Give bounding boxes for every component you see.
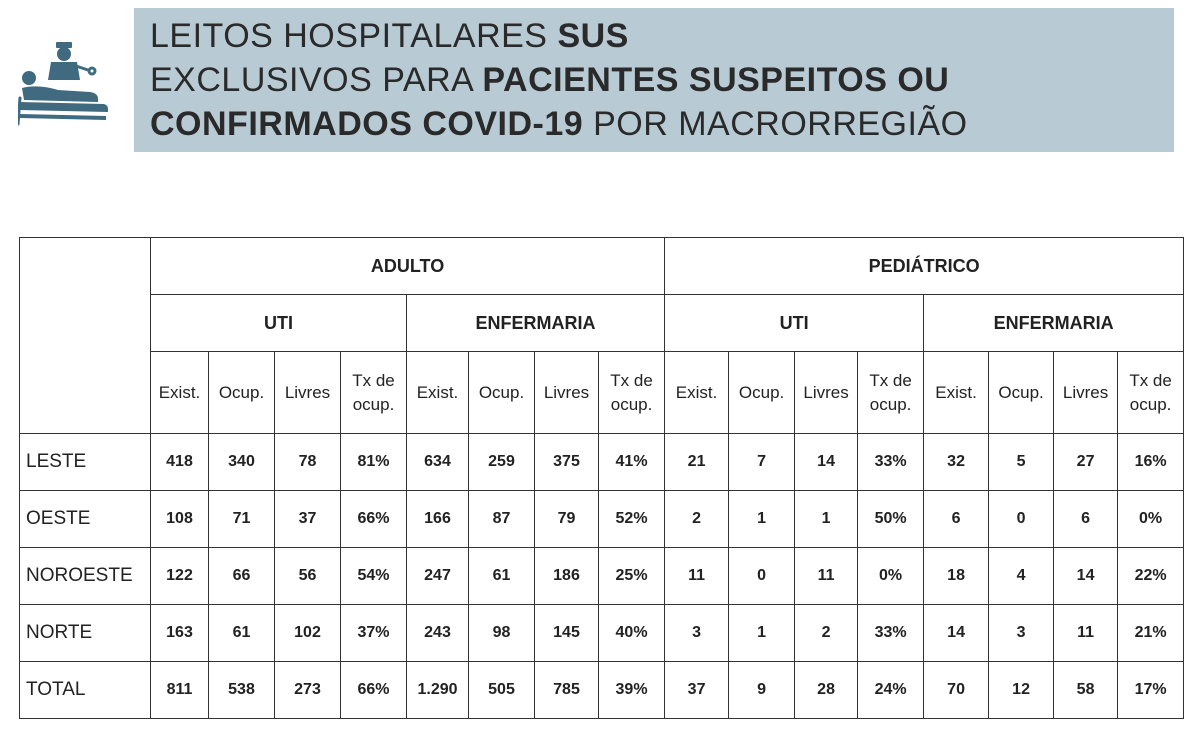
value-cell: 54% [341, 548, 407, 605]
value-cell: 1.290 [407, 662, 469, 719]
column-header-tx-ocup [599, 352, 665, 434]
value-cell: 56 [275, 548, 341, 605]
value-cell: 37% [341, 605, 407, 662]
table-row [20, 548, 1184, 605]
column-header-tx-line1: Tx de [1129, 370, 1172, 390]
value-cell: 41% [599, 434, 665, 491]
value-cell: 14 [795, 434, 858, 491]
column-header-row [20, 352, 1184, 434]
value-cell: 27 [1054, 434, 1118, 491]
value-cell: 0% [1118, 491, 1184, 548]
value-cell: 538 [209, 662, 275, 719]
value-cell: 33% [858, 434, 924, 491]
value-cell: 3 [665, 605, 729, 662]
value-cell: 375 [535, 434, 599, 491]
value-cell: 1 [795, 491, 858, 548]
value-cell: 811 [151, 662, 209, 719]
column-header-tx-line1: Tx de [352, 370, 395, 390]
table-body [20, 434, 1184, 719]
value-cell: 102 [275, 605, 341, 662]
value-cell: 259 [469, 434, 535, 491]
value-cell: 273 [275, 662, 341, 719]
table-row [20, 491, 1184, 548]
value-cell: 21 [665, 434, 729, 491]
value-cell: 33% [858, 605, 924, 662]
value-cell: 28 [795, 662, 858, 719]
column-header-exist: Exist. [924, 352, 989, 434]
value-cell: 37 [665, 662, 729, 719]
column-header-tx-line2: ocup. [610, 394, 653, 414]
title-line-1-bold: SUS [557, 17, 629, 55]
value-cell: 505 [469, 662, 535, 719]
value-cell: 418 [151, 434, 209, 491]
column-header-exist: Exist. [151, 352, 209, 434]
value-cell: 145 [535, 605, 599, 662]
value-cell: 0 [989, 491, 1054, 548]
column-header-livres: Livres [275, 352, 341, 434]
value-cell: 22% [1118, 548, 1184, 605]
title-line-2-regular: EXCLUSIVOS PARA [150, 61, 483, 99]
title-line-1 [150, 14, 1174, 58]
column-header-tx-ocup [858, 352, 924, 434]
value-cell: 71 [209, 491, 275, 548]
subgroup-header-pediatrico-uti: UTI [665, 295, 924, 352]
value-cell: 11 [665, 548, 729, 605]
value-cell: 70 [924, 662, 989, 719]
value-cell: 11 [795, 548, 858, 605]
value-cell: 108 [151, 491, 209, 548]
value-cell: 5 [989, 434, 1054, 491]
value-cell: 98 [469, 605, 535, 662]
value-cell: 3 [989, 605, 1054, 662]
column-header-livres: Livres [535, 352, 599, 434]
group-header-adulto: ADULTO [151, 238, 665, 295]
value-cell: 2 [795, 605, 858, 662]
value-cell: 32 [924, 434, 989, 491]
value-cell: 17% [1118, 662, 1184, 719]
region-cell: NORTE [20, 605, 151, 662]
value-cell: 61 [469, 548, 535, 605]
title-line-3-bold: CONFIRMADOS COVID-19 [150, 105, 584, 143]
value-cell: 11 [1054, 605, 1118, 662]
value-cell: 1 [729, 605, 795, 662]
beds-table [19, 237, 1184, 719]
value-cell: 122 [151, 548, 209, 605]
region-cell: NOROESTE [20, 548, 151, 605]
value-cell: 37 [275, 491, 341, 548]
value-cell: 39% [599, 662, 665, 719]
group-header-pediatrico: PEDIÁTRICO [665, 238, 1184, 295]
value-cell: 12 [989, 662, 1054, 719]
value-cell: 58 [1054, 662, 1118, 719]
subgroup-header-adulto-uti: UTI [151, 295, 407, 352]
column-header-tx-ocup [341, 352, 407, 434]
value-cell: 186 [535, 548, 599, 605]
value-cell: 7 [729, 434, 795, 491]
title-line-3-regular: POR MACRORREGIÃO [583, 105, 968, 143]
value-cell: 66% [341, 662, 407, 719]
column-header-tx-line2: ocup. [1129, 394, 1172, 414]
title-line-3 [150, 102, 1174, 146]
value-cell: 166 [407, 491, 469, 548]
value-cell: 66 [209, 548, 275, 605]
value-cell: 79 [535, 491, 599, 548]
title-line-2 [150, 58, 1174, 102]
value-cell: 340 [209, 434, 275, 491]
column-header-ocup: Ocup. [729, 352, 795, 434]
column-header-exist: Exist. [407, 352, 469, 434]
value-cell: 1 [729, 491, 795, 548]
value-cell: 634 [407, 434, 469, 491]
region-cell: OESTE [20, 491, 151, 548]
value-cell: 243 [407, 605, 469, 662]
subgroup-header-adulto-enfermaria: ENFERMARIA [407, 295, 665, 352]
column-header-ocup: Ocup. [209, 352, 275, 434]
value-cell: 247 [407, 548, 469, 605]
column-header-tx-line1: Tx de [869, 370, 912, 390]
column-header-tx-ocup [1118, 352, 1184, 434]
table-row [20, 434, 1184, 491]
value-cell: 0 [729, 548, 795, 605]
value-cell: 81% [341, 434, 407, 491]
table-row [20, 662, 1184, 719]
value-cell: 4 [989, 548, 1054, 605]
column-header-tx-line1: Tx de [610, 370, 653, 390]
value-cell: 87 [469, 491, 535, 548]
value-cell: 24% [858, 662, 924, 719]
value-cell: 9 [729, 662, 795, 719]
value-cell: 163 [151, 605, 209, 662]
value-cell: 2 [665, 491, 729, 548]
column-header-livres: Livres [1054, 352, 1118, 434]
title-line-1-regular: LEITOS HOSPITALARES [150, 17, 558, 55]
patient-bed-medical-icon [18, 40, 110, 130]
value-cell: 66% [341, 491, 407, 548]
value-cell: 16% [1118, 434, 1184, 491]
title-line-2-bold: PACIENTES SUSPEITOS OU [482, 61, 950, 99]
region-cell: LESTE [20, 434, 151, 491]
value-cell: 14 [924, 605, 989, 662]
value-cell: 50% [858, 491, 924, 548]
region-header-corner [20, 238, 151, 434]
value-cell: 14 [1054, 548, 1118, 605]
value-cell: 21% [1118, 605, 1184, 662]
table-row [20, 605, 1184, 662]
column-header-tx-line2: ocup. [352, 394, 395, 414]
region-cell: TOTAL [20, 662, 151, 719]
value-cell: 25% [599, 548, 665, 605]
value-cell: 40% [599, 605, 665, 662]
value-cell: 6 [924, 491, 989, 548]
value-cell: 785 [535, 662, 599, 719]
value-cell: 61 [209, 605, 275, 662]
column-header-livres: Livres [795, 352, 858, 434]
subgroup-header-pediatrico-enfermaria: ENFERMARIA [924, 295, 1184, 352]
column-header-tx-line2: ocup. [869, 394, 912, 414]
value-cell: 78 [275, 434, 341, 491]
value-cell: 18 [924, 548, 989, 605]
value-cell: 6 [1054, 491, 1118, 548]
column-header-exist: Exist. [665, 352, 729, 434]
value-cell: 0% [858, 548, 924, 605]
column-header-ocup: Ocup. [989, 352, 1054, 434]
title-banner [134, 8, 1174, 152]
column-header-ocup: Ocup. [469, 352, 535, 434]
value-cell: 52% [599, 491, 665, 548]
